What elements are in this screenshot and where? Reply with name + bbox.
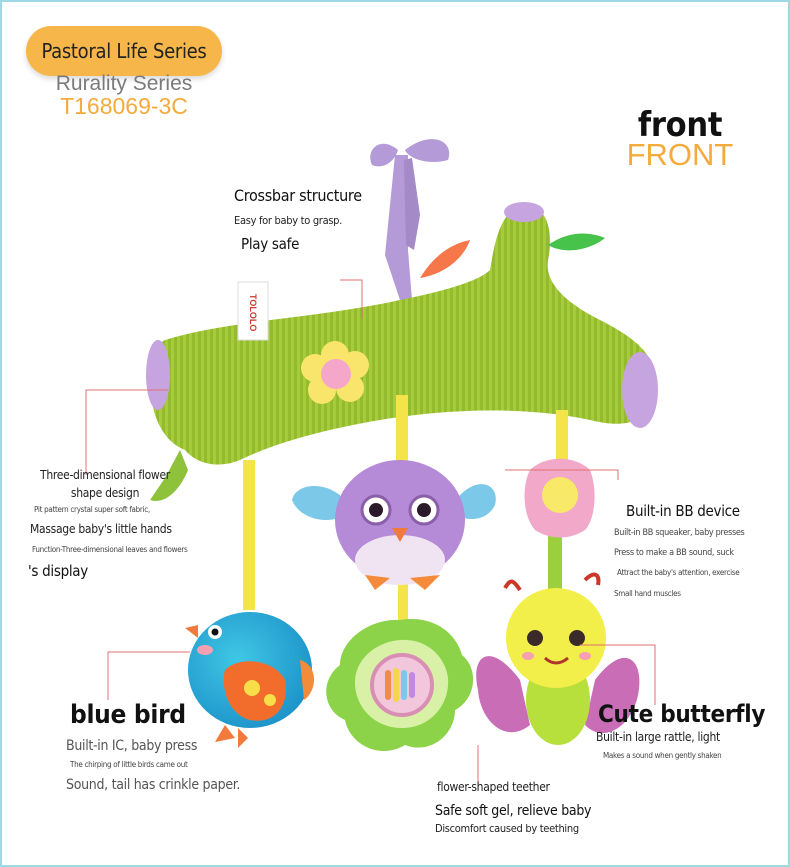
brand-tag: TOLOLO [248, 294, 258, 332]
flower-desc-4: 's display [28, 562, 88, 580]
series-badge [26, 26, 222, 76]
bird-desc-3: Sound, tail has crinkle paper. [66, 777, 241, 793]
owl-icon [292, 460, 496, 590]
flower-desc-1: Pit pattern crystal super soft fabric, [34, 505, 150, 514]
blue-bird-icon [185, 612, 314, 748]
butterfly-desc-1: Built-in large rattle, light [596, 730, 720, 744]
bb-desc-3: Attract the baby's attention, exercise [617, 568, 740, 577]
crossbar-title: Crossbar structure [234, 186, 362, 205]
bb-desc-4: Small hand muscles [614, 589, 681, 598]
flower-desc-3: Function-Three-dimensional leaves and flowers [32, 545, 188, 554]
series-subtitle: Rurality Series [55, 72, 193, 95]
flower-charm-icon [525, 459, 595, 538]
teether-title: flower-shaped teether [437, 780, 550, 794]
bird-desc-2: The chirping of little birds came out [70, 760, 188, 769]
teether-desc-1: Safe soft gel, relieve baby [435, 803, 592, 819]
bird-desc-1: Built-in IC, baby press [66, 738, 198, 754]
hanging-ribbon-icon [370, 139, 449, 300]
view-label-caps: FRONT [626, 137, 734, 172]
butterfly-desc-2: Makes a sound when gently shaken [603, 751, 722, 760]
flower-charm-strap [556, 410, 568, 465]
crossbar-desc-1: Easy for baby to grasp. [234, 214, 343, 227]
bird-title: blue bird [70, 700, 186, 730]
teether-desc-2: Discomfort caused by teething [435, 822, 579, 835]
bb-desc-2: Press to make a BB sound, suck [614, 548, 734, 558]
view-label: front [637, 105, 723, 145]
bb-desc-1: Built-in BB squeaker, baby presses [614, 528, 745, 538]
flower-desc-2: Massage baby's little hands [30, 522, 172, 536]
flower-title-1: Three-dimensional flower [40, 468, 170, 482]
bird-strap [243, 460, 255, 610]
butterfly-title: Cute butterfly [598, 700, 766, 728]
series-badge-label: Pastoral Life Series [41, 39, 207, 63]
bb-title: Built-in BB device [626, 502, 740, 520]
teether-icon [326, 619, 473, 751]
crossbar-desc-2: Play safe [241, 235, 300, 253]
flower-title-2: shape design [70, 486, 140, 500]
model-number: T168069-3C [60, 93, 188, 119]
